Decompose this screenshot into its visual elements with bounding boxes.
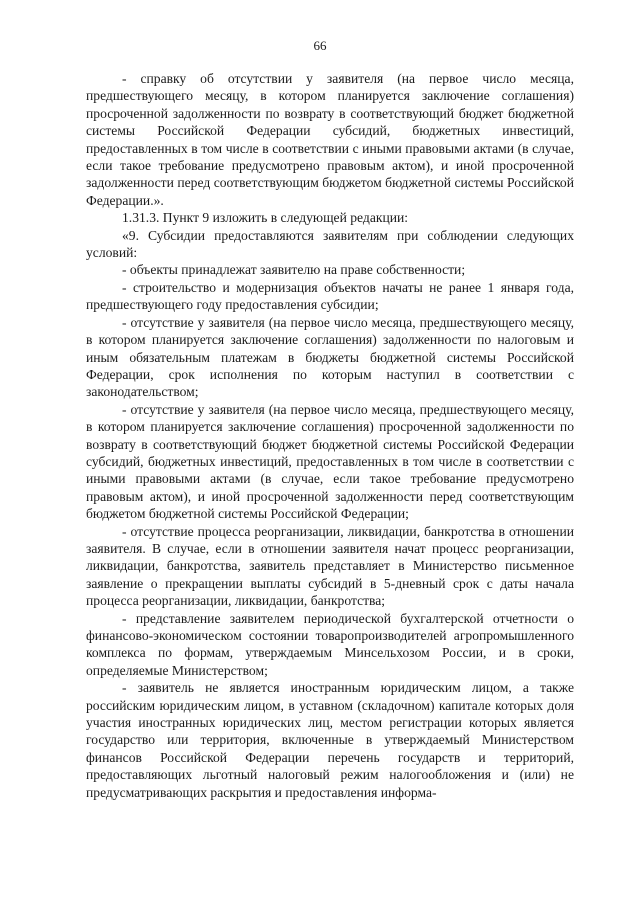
paragraph-condition-no-reorganization: - отсутствие процесса реорганизации, ликвидации, банкротства в отношении заявителя. В случае, если в отношении заявителя начат процесс реорганизации, ликвидации, банкротства, заявитель представляет в Министерство письменное заявление о прекращении выплаты субсидий в 5-дневный срок с даты начала процесса реорганизации, ликвидации, банкротства; — [86, 523, 574, 609]
paragraph-condition-ownership: - объекты принадлежат заявителю на праве собственности; — [122, 262, 466, 278]
paragraph-certificate-clause: - справку об отсутствии у заявителя (на первое число месяца, предшествующего месяцу, в котором планируется заключение соглашения) просроченной задолженности по возврату в соответствующий бюджет бюджетной системы Российской Федерации субсидий, бюджетных инвестиций, предоставленных в том числе в соответствии с иными правовыми актами (в случае, если такое требование предусмотрено правовым актом), и иной просроченной задолженности перед соответствующим бюджетом бюджетной системы Российской Федерации.». — [86, 71, 574, 208]
paragraph-condition-construction-date: - строительство и модернизация объектов начаты не ранее 1 января года, предшествующего году предоставления субсидии; — [86, 279, 574, 313]
paragraph-point-9-intro: «9. Субсидии предоставляются заявителям при соблюдении следующих условий: — [86, 227, 574, 261]
paragraph-condition-no-overdue-debt: - отсутствие у заявителя (на первое число месяца, предшествующего месяцу, в котором планируется заключение соглашения) просроченной задолженности по возврату в соответствующий бюджет бюджетной системы Российской Федерации субсидий, бюджетных инвестиций, предоставленных в том числе в соответствии с иными правовыми актами (в случае, если такое требование предусмотрено правовым актом), и иной просроченной задолженности перед соответствующим бюджетом бюджетной системы Российской Федерации; — [86, 401, 574, 522]
paragraph-condition-no-tax-debt: - отсутствие у заявителя (на первое число месяца, предшествующего месяцу, в котором планируется заключение соглашения) задолженности по налоговым и иным обязательным платежам в бюджеты бюджетной системы Российской Федерации, срок исполнения по которым наступил в соответствии с законодательством; — [86, 314, 574, 400]
page-number: 66 — [313, 38, 327, 53]
paragraph-condition-not-foreign-entity: - заявитель не является иностранным юридическим лицом, а также российским юридическим лицом, в уставном (складочном) капитале которых доля участия иностранных юридических лиц, местом регистрации которых является государство или территория, включенные в утверждаемый Министерством финансов Российской Федерации перечень государств и территорий, предоставляющих льготный налоговый режим налогообложения и (или) не предусматривающих раскрытия и предоставления информа- — [86, 680, 574, 800]
document-body — [86, 70, 574, 801]
paragraph-item-1-31-3: 1.31.3. Пункт 9 изложить в следующей редакции: — [122, 210, 409, 226]
paragraph-condition-accounting-reports: - представление заявителем периодической бухгалтерской отчетности о финансово-экономическом состоянии товаропроизводителей агропромышленного комплекса по формам, утверждаемым Минсельхозом России, и в сроки, определяемые Министерством; — [86, 610, 574, 678]
